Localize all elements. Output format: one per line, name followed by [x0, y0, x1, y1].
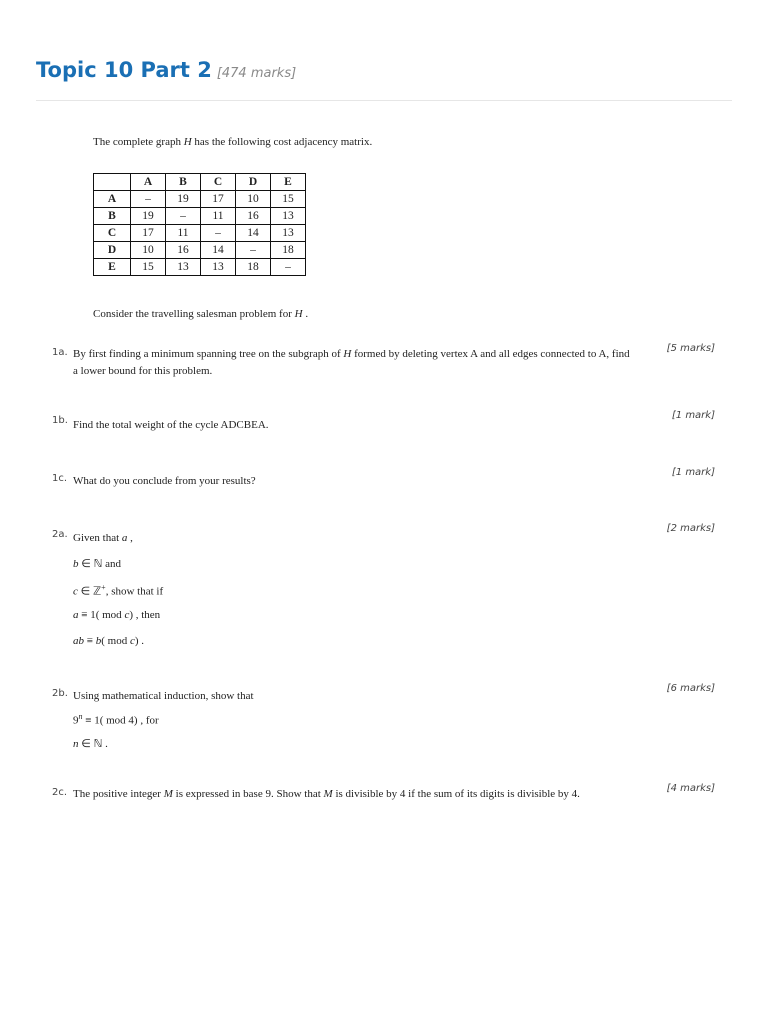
- question-marks-1c: [1 mark]: [671, 467, 715, 478]
- matrix-row-header: C: [94, 225, 131, 242]
- matrix-cell: 14: [236, 225, 271, 242]
- matrix-col-header: B: [166, 174, 201, 191]
- matrix-cell: –: [166, 208, 201, 225]
- question-marks-2b: [6 marks]: [666, 683, 715, 694]
- header-divider: [36, 100, 732, 101]
- matrix-cell: –: [236, 242, 271, 259]
- question-number-1b: 1b.: [52, 415, 68, 426]
- matrix-cell: 10: [131, 242, 166, 259]
- matrix-cell: 17: [131, 225, 166, 242]
- page-title: Topic 10 Part 2: [36, 58, 212, 82]
- matrix-row-header: D: [94, 242, 131, 259]
- question-number-2c: 2c.: [52, 787, 68, 798]
- question-2a-hypothesis: a ≡ 1( mod c) , then: [73, 609, 161, 621]
- question-text-2b: Using mathematical induction, show that: [73, 690, 254, 702]
- matrix-col-header: D: [236, 174, 271, 191]
- question-text-2c: The positive integer M is expressed in base 9. Show that M is divisible by 4 if the sum of its digits is divisible by 4.: [73, 788, 580, 800]
- question-marks-2c: [4 marks]: [666, 783, 715, 794]
- matrix-cell: 11: [166, 225, 201, 242]
- question-number-1a: 1a.: [52, 347, 68, 358]
- question-marks-1a: [5 marks]: [666, 343, 715, 354]
- question-text-1c: What do you conclude from your results?: [73, 475, 256, 487]
- question-text-1a: By first finding a minimum spanning tree on the subgraph of H formed by deleting vertex A and all edges connected to A, find a lower bound for this problem.: [73, 348, 630, 377]
- matrix-cell: 16: [236, 208, 271, 225]
- matrix-cell: 19: [166, 191, 201, 208]
- question-2b-domain: n ∈ ℕ .: [73, 738, 108, 750]
- question-marks-2a: [2 marks]: [666, 523, 715, 534]
- intro-text: The complete graph H has the following cost adjacency matrix.: [93, 136, 373, 148]
- matrix-cell: 13: [166, 259, 201, 276]
- matrix-row-header: E: [94, 259, 131, 276]
- cost-adjacency-matrix: [93, 173, 306, 276]
- question-number-1c: 1c.: [52, 473, 68, 484]
- matrix-corner-cell: [94, 174, 131, 191]
- matrix-row: [94, 242, 306, 259]
- matrix-row: [94, 259, 306, 276]
- matrix-cell: 18: [271, 242, 306, 259]
- matrix-cell: 13: [201, 259, 236, 276]
- matrix-cell: 15: [271, 191, 306, 208]
- page-header: [36, 58, 296, 88]
- matrix-cell: 15: [131, 259, 166, 276]
- matrix-cell: 18: [236, 259, 271, 276]
- matrix-col-header: A: [131, 174, 166, 191]
- matrix-cell: –: [201, 225, 236, 242]
- matrix-cell: 10: [236, 191, 271, 208]
- matrix-cell: 13: [271, 225, 306, 242]
- matrix-header-row: [94, 174, 306, 191]
- matrix-cell: 13: [271, 208, 306, 225]
- matrix-row-header: A: [94, 191, 131, 208]
- question-2a-condition-c: c ∈ ℤ+, show that if: [73, 583, 164, 598]
- question-2a-conclusion: ab ≡ b( mod c) .: [73, 635, 145, 647]
- question-2a-condition-b: b ∈ ℕ and: [73, 558, 122, 570]
- matrix-cell: –: [271, 259, 306, 276]
- matrix-row-header: B: [94, 208, 131, 225]
- matrix-cell: 14: [201, 242, 236, 259]
- matrix-col-header: C: [201, 174, 236, 191]
- matrix-cell: 19: [131, 208, 166, 225]
- matrix-col-header: E: [271, 174, 306, 191]
- question-number-2a: 2a.: [52, 529, 68, 540]
- question-text-1b: Find the total weight of the cycle ADCBEA.: [73, 419, 269, 431]
- problem-statement: Consider the travelling salesman problem for H .: [93, 308, 309, 320]
- matrix-cell: 11: [201, 208, 236, 225]
- matrix-cell: –: [131, 191, 166, 208]
- matrix-cell: 17: [201, 191, 236, 208]
- question-marks-1b: [1 mark]: [671, 410, 715, 421]
- matrix-cell: 16: [166, 242, 201, 259]
- matrix-row: [94, 191, 306, 208]
- question-text-2a: Given that a ,: [73, 532, 133, 544]
- matrix-row: [94, 208, 306, 225]
- total-marks: [474 marks]: [216, 66, 297, 81]
- question-2b-statement: $9^n \equiv 1$( mod 4) , for: [73, 712, 159, 727]
- matrix-row: [94, 225, 306, 242]
- question-number-2b: 2b.: [52, 688, 68, 699]
